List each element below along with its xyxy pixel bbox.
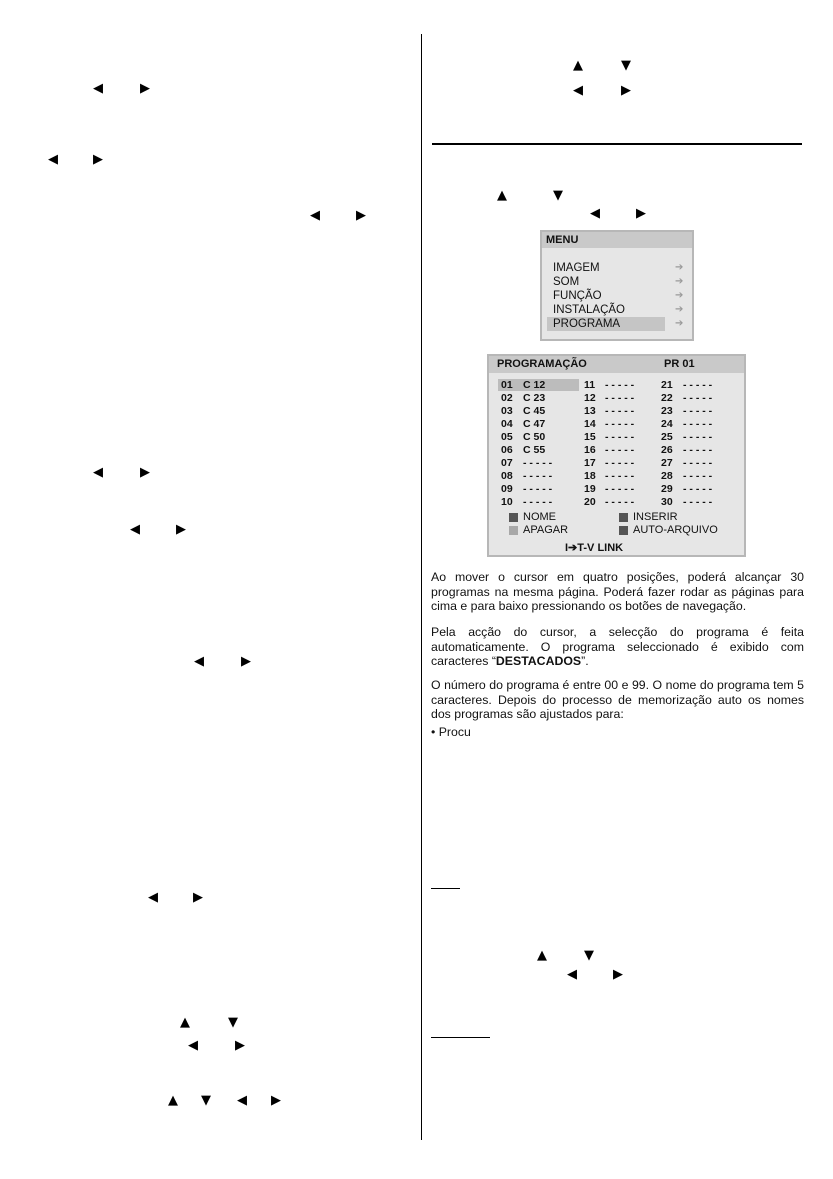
program-number-cell[interactable]: 05 bbox=[501, 431, 513, 443]
right-arrow-icon: ➔ bbox=[675, 304, 684, 315]
left-arrow-icon: ◀ bbox=[194, 654, 204, 669]
menu-item-funcao[interactable]: FUNÇÃO bbox=[553, 290, 602, 302]
program-name-cell[interactable]: - - - - - bbox=[683, 392, 713, 404]
program-number-cell[interactable]: 15 bbox=[584, 431, 596, 443]
left-arrow-icon: ◀ bbox=[573, 83, 583, 98]
down-arrow-icon: ▼ bbox=[228, 1015, 238, 1030]
menu-item-som[interactable]: SOM bbox=[553, 276, 580, 288]
program-name-cell[interactable]: - - - - - bbox=[683, 418, 713, 430]
program-name-cell[interactable]: - - - - - bbox=[605, 444, 635, 456]
right-arrow-icon: ▶ bbox=[140, 81, 150, 96]
program-name-cell[interactable]: - - - - - bbox=[683, 405, 713, 417]
paragraph-program-number: O número do programa é entre 00 e 99. O nome do programa tem 5 caracteres. Depois do processo de memorização auto os nomes dos programas são ajustados para: bbox=[431, 678, 804, 722]
program-number-cell[interactable]: 25 bbox=[661, 431, 673, 443]
heading-underline-2 bbox=[431, 1037, 490, 1038]
right-arrow-icon: ➔ bbox=[675, 318, 684, 329]
right-arrow-icon: ▶ bbox=[636, 206, 646, 221]
right-arrow-icon: ▶ bbox=[176, 522, 186, 537]
program-number-cell[interactable]: 06 bbox=[501, 444, 513, 456]
legend-nome: NOME bbox=[523, 511, 556, 523]
up-arrow-icon: ▲ bbox=[168, 1093, 178, 1108]
program-name-cell[interactable]: - - - - - bbox=[605, 392, 635, 404]
program-number-cell[interactable]: 09 bbox=[501, 483, 513, 495]
program-name-cell[interactable]: - - - - - bbox=[523, 470, 553, 482]
program-number-cell[interactable]: 04 bbox=[501, 418, 513, 430]
program-number-cell[interactable]: 28 bbox=[661, 470, 673, 482]
menu-item-programa[interactable]: PROGRAMA bbox=[547, 317, 665, 331]
program-name-cell[interactable]: - - - - - bbox=[605, 379, 635, 391]
right-arrow-icon: ▶ bbox=[271, 1093, 281, 1108]
program-number-cell[interactable]: 17 bbox=[584, 457, 596, 469]
left-arrow-icon: ◀ bbox=[590, 206, 600, 221]
program-name-cell[interactable]: - - - - - bbox=[683, 457, 713, 469]
left-arrow-icon: ◀ bbox=[567, 967, 577, 982]
right-arrow-icon: ➔ bbox=[675, 290, 684, 301]
program-name-cell[interactable]: - - - - - bbox=[683, 483, 713, 495]
program-name-cell[interactable]: - - - - - bbox=[683, 444, 713, 456]
programacao-header bbox=[489, 356, 744, 373]
left-arrow-icon: ◀ bbox=[93, 81, 103, 96]
yellow-key-icon bbox=[509, 526, 518, 535]
program-number-cell[interactable]: 18 bbox=[584, 470, 596, 482]
section-rule bbox=[432, 143, 802, 145]
tv-link-label: I➔T-V LINK bbox=[565, 542, 624, 554]
right-arrow-icon: ▶ bbox=[193, 890, 203, 905]
program-name-cell[interactable]: - - - - - bbox=[523, 457, 553, 469]
legend-apagar: APAGAR bbox=[523, 524, 569, 536]
program-number-cell[interactable]: 02 bbox=[501, 392, 513, 404]
program-number-cell[interactable]: 16 bbox=[584, 444, 596, 456]
program-number-cell[interactable]: 20 bbox=[584, 496, 596, 508]
program-name-cell[interactable]: C 45 bbox=[523, 405, 546, 417]
program-number-cell[interactable]: 03 bbox=[501, 405, 513, 417]
right-arrow-icon: ▶ bbox=[235, 1038, 245, 1053]
program-number: PR 01 bbox=[664, 358, 695, 370]
paragraph-selection: Pela acção do cursor, a selecção do programa é feita automaticamente. O programa seleccionado é exibido com caracteres “DESTACADOS”. bbox=[431, 625, 804, 669]
up-arrow-icon: ▲ bbox=[180, 1015, 190, 1030]
program-number-cell[interactable]: 01 bbox=[501, 379, 513, 391]
program-name-cell[interactable]: - - - - - bbox=[523, 496, 553, 508]
column-divider bbox=[421, 34, 422, 1140]
program-name-cell[interactable]: - - - - - bbox=[683, 496, 713, 508]
program-number-cell[interactable]: 08 bbox=[501, 470, 513, 482]
right-arrow-icon: ▶ bbox=[621, 83, 631, 98]
program-number-cell[interactable]: 21 bbox=[661, 379, 673, 391]
program-name-cell[interactable]: C 23 bbox=[523, 392, 546, 404]
program-name-cell[interactable]: - - - - - bbox=[683, 431, 713, 443]
paragraph-cursor: Ao mover o cursor em quatro posições, poderá alcançar 30 programas na mesma página. Poderá fazer rodar as páginas para cima e para baixo pressionando os botões de navegação. bbox=[431, 570, 804, 614]
menu-item-instalacao[interactable]: INSTALAÇÃO bbox=[553, 304, 625, 316]
program-name-cell[interactable]: C 50 bbox=[523, 431, 546, 443]
right-arrow-icon: ▶ bbox=[140, 465, 150, 480]
blue-key-icon bbox=[619, 526, 628, 535]
program-number-cell[interactable]: 22 bbox=[661, 392, 673, 404]
up-arrow-icon: ▲ bbox=[497, 188, 507, 203]
program-name-cell[interactable]: C 47 bbox=[523, 418, 546, 430]
menu-screen bbox=[540, 230, 694, 341]
down-arrow-icon: ▼ bbox=[553, 188, 563, 203]
right-arrow-icon: ▶ bbox=[356, 208, 366, 223]
program-number-cell[interactable]: 19 bbox=[584, 483, 596, 495]
program-number-cell[interactable]: 10 bbox=[501, 496, 513, 508]
program-name-cell[interactable]: - - - - - bbox=[605, 457, 635, 469]
left-arrow-icon: ◀ bbox=[237, 1093, 247, 1108]
left-arrow-icon: ◀ bbox=[93, 465, 103, 480]
program-number-cell[interactable]: 13 bbox=[584, 405, 596, 417]
left-arrow-icon: ◀ bbox=[130, 522, 140, 537]
menu-item-imagem[interactable]: IMAGEM bbox=[553, 262, 600, 274]
program-name-cell[interactable]: - - - - - bbox=[683, 470, 713, 482]
program-number-cell[interactable]: 27 bbox=[661, 457, 673, 469]
program-name-cell[interactable]: - - - - - bbox=[605, 470, 635, 482]
program-number-cell[interactable]: 12 bbox=[584, 392, 596, 404]
program-number-cell[interactable]: 11 bbox=[584, 379, 596, 391]
program-name-cell[interactable]: - - - - - bbox=[523, 483, 553, 495]
programacao-title: PROGRAMAÇÃO bbox=[497, 358, 587, 370]
heading-underline-1 bbox=[431, 888, 460, 889]
menu-title: MENU bbox=[542, 232, 692, 248]
program-name-cell[interactable]: - - - - - bbox=[605, 483, 635, 495]
program-number-cell[interactable]: 23 bbox=[661, 405, 673, 417]
info-arrow-icon: I➔ bbox=[565, 542, 578, 554]
bullet-procu: • Procu bbox=[431, 725, 471, 739]
program-name-cell[interactable]: - - - - - bbox=[605, 431, 635, 443]
programacao-screen bbox=[487, 354, 746, 557]
right-arrow-icon: ➔ bbox=[675, 262, 684, 273]
down-arrow-icon: ▼ bbox=[584, 948, 594, 963]
program-name-cell[interactable]: - - - - - bbox=[605, 405, 635, 417]
program-number-cell[interactable]: 30 bbox=[661, 496, 673, 508]
program-number-cell[interactable]: 24 bbox=[661, 418, 673, 430]
program-name-cell[interactable]: - - - - - bbox=[605, 418, 635, 430]
program-name-cell[interactable]: C 12 bbox=[523, 379, 546, 391]
right-arrow-icon: ▶ bbox=[241, 654, 251, 669]
left-arrow-icon: ◀ bbox=[310, 208, 320, 223]
up-arrow-icon: ▲ bbox=[573, 58, 583, 73]
legend-auto-arquivo: AUTO-ARQUIVO bbox=[633, 524, 718, 536]
down-arrow-icon: ▼ bbox=[621, 58, 631, 73]
program-number-cell[interactable]: 26 bbox=[661, 444, 673, 456]
left-arrow-icon: ◀ bbox=[148, 890, 158, 905]
program-number-cell[interactable]: 07 bbox=[501, 457, 513, 469]
right-arrow-icon: ▶ bbox=[93, 152, 103, 167]
right-arrow-icon: ➔ bbox=[675, 276, 684, 287]
program-number-cell[interactable]: 29 bbox=[661, 483, 673, 495]
program-number-cell[interactable]: 14 bbox=[584, 418, 596, 430]
program-name-cell[interactable]: - - - - - bbox=[683, 379, 713, 391]
right-arrow-icon: ▶ bbox=[613, 967, 623, 982]
green-key-icon bbox=[619, 513, 628, 522]
down-arrow-icon: ▼ bbox=[201, 1093, 211, 1108]
left-arrow-icon: ◀ bbox=[188, 1038, 198, 1053]
red-key-icon bbox=[509, 513, 518, 522]
legend-inserir: INSERIR bbox=[633, 511, 678, 523]
left-arrow-icon: ◀ bbox=[48, 152, 58, 167]
program-name-cell[interactable]: C 55 bbox=[523, 444, 546, 456]
up-arrow-icon: ▲ bbox=[537, 948, 547, 963]
program-name-cell[interactable]: - - - - - bbox=[605, 496, 635, 508]
